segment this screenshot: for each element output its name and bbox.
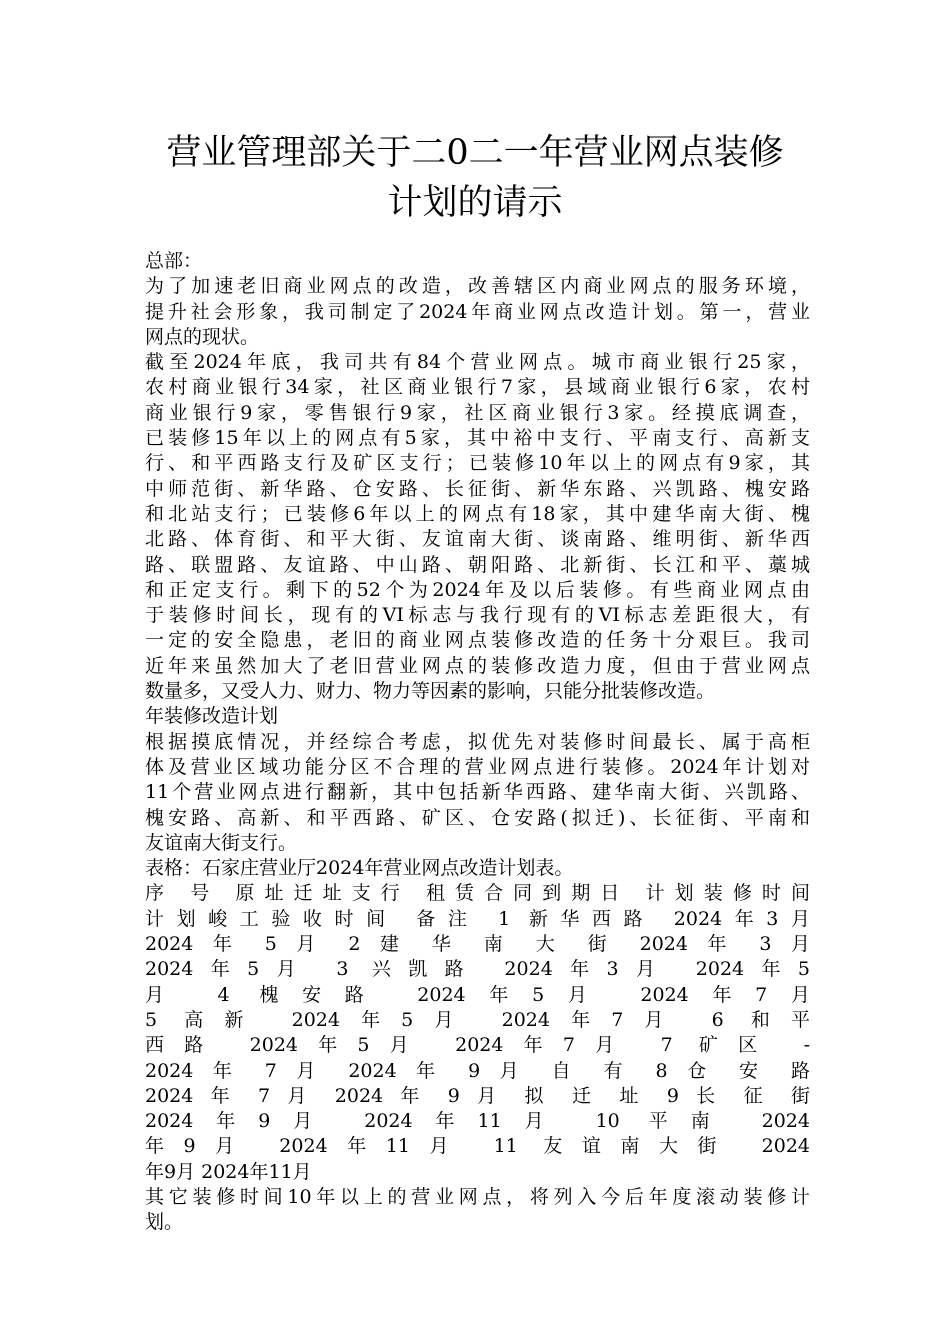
body-line: 提升社会形象，我司制定了2024年商业网点改造计划。第一，营业 — [145, 300, 810, 323]
body-line: 表格：石家庄营业厅2024年营业网点改造计划表。 — [145, 857, 574, 880]
body-line: 和北站支行；已装修6年以上的网点有18家，其中建华南大街、槐 — [145, 502, 810, 525]
body-line: 行、和平西路支行及矿区支行；已装修10年以上的网点有9家，其 — [145, 452, 810, 475]
body-line: 截至2024年底，我司共有84个营业网点。城市商业银行25家， — [145, 351, 810, 374]
body-line: 2024年5月 3 兴凯路 2024年3月 2024年5 — [145, 958, 810, 981]
body-line: 其它装修时间10年以上的营业网点，将列入今后年度滚动装修计 — [145, 1185, 810, 1208]
body-line: 已装修15年以上的网点有5家，其中裕中支行、平南支行、高新支 — [145, 427, 810, 450]
body-line: 2024 年 5 月 2 建 华 南 大 街 2024 年 3 月 — [145, 933, 810, 956]
title-line-2: 计划的请示 — [387, 183, 563, 223]
body-line: 于装修时间长，现有的VI标志与我行现有的VI标志差距很大，有 — [145, 604, 810, 627]
body-line: 月 4 槐安路 2024年5月 2024年7月 — [145, 983, 810, 1006]
body-line: 计划峻工验收时间 备注 1 新华西路 2024年3月 — [145, 907, 810, 930]
body-line: 北路、体育街、和平大街、友谊南大街、谈南路、维明街、新华西 — [145, 528, 810, 551]
document-title — [100, 128, 850, 228]
body-line: 商业银行9家，零售银行9家，社区商业银行3家。经摸底调查， — [145, 401, 810, 424]
body-line: 西路 2024年5月 2024年7月 7 矿区 - — [145, 1034, 810, 1057]
body-line: 划。 — [145, 1211, 184, 1234]
body-line: 序 号 原址迁址支行 租赁合同到期日 计划装修时间 — [145, 882, 810, 905]
body-line: 体及营业区域功能分区不合理的营业网点进行装修。2024年计划对 — [145, 755, 810, 778]
body-line: 中师范街、新华路、仓安路、长征街、新华东路、兴凯路、槐安路 — [145, 477, 810, 500]
body-line: 2024 年 7 月 2024 年 9 月 拟 迁 址 9 长 征 街 — [145, 1084, 810, 1107]
body-line: 总部： — [145, 250, 203, 272]
body-line: 根据摸底情况，并经综合考虑，拟优先对装修时间最长、属于高柜 — [145, 730, 810, 753]
title-line-1: 营业管理部关于二0二一年营业网点装修 — [166, 133, 784, 173]
document-body — [145, 249, 810, 1236]
body-line: 年9月 2024年11月 — [145, 1160, 312, 1183]
body-line: 11个营业网点进行翻新，其中包括新华西路、建华南大街、兴凯路、 — [145, 781, 810, 804]
body-line: 年装修改造计划 — [145, 705, 279, 728]
body-line: 为了加速老旧商业网点的改造，改善辖区内商业网点的服务环境， — [145, 275, 810, 298]
body-line: 近年来虽然加大了老旧营业网点的装修改造力度，但由于营业网点 — [145, 654, 810, 677]
body-line: 年9月 2024年11月 11 友谊南大街 2024 — [145, 1135, 810, 1158]
body-line: 槐安路、高新、和平西路、矿区、仓安路(拟迁)、长征街、平南和 — [145, 806, 810, 829]
body-line: 网点的现状。 — [145, 325, 260, 348]
body-line: 数量多，又受人力、财力、物力等因素的影响，只能分批装修改造。 — [145, 680, 716, 703]
body-line: 路、联盟路、友谊路、中山路、朝阳路、北新街、长江和平、藁城 — [145, 553, 810, 576]
body-line: 和正定支行。剩下的52个为2024年及以后装修。有些商业网点由 — [145, 578, 810, 601]
body-line: 2024年9月 2024年11月 10 平南 2024 — [145, 1110, 810, 1133]
body-line: 友谊南大街支行。 — [145, 831, 298, 854]
body-line: 一定的安全隐患，老旧的商业网点装修改造的任务十分艰巨。我司 — [145, 629, 810, 652]
body-line: 2024 年 7 月 2024 年 9 月 自 有 8 仓 安 路 — [145, 1059, 810, 1082]
body-line: 农村商业银行34家，社区商业银行7家，县域商业银行6家，农村 — [145, 376, 810, 399]
body-line: 5 高新 2024年5月 2024年7月 6 和平 — [145, 1008, 810, 1031]
